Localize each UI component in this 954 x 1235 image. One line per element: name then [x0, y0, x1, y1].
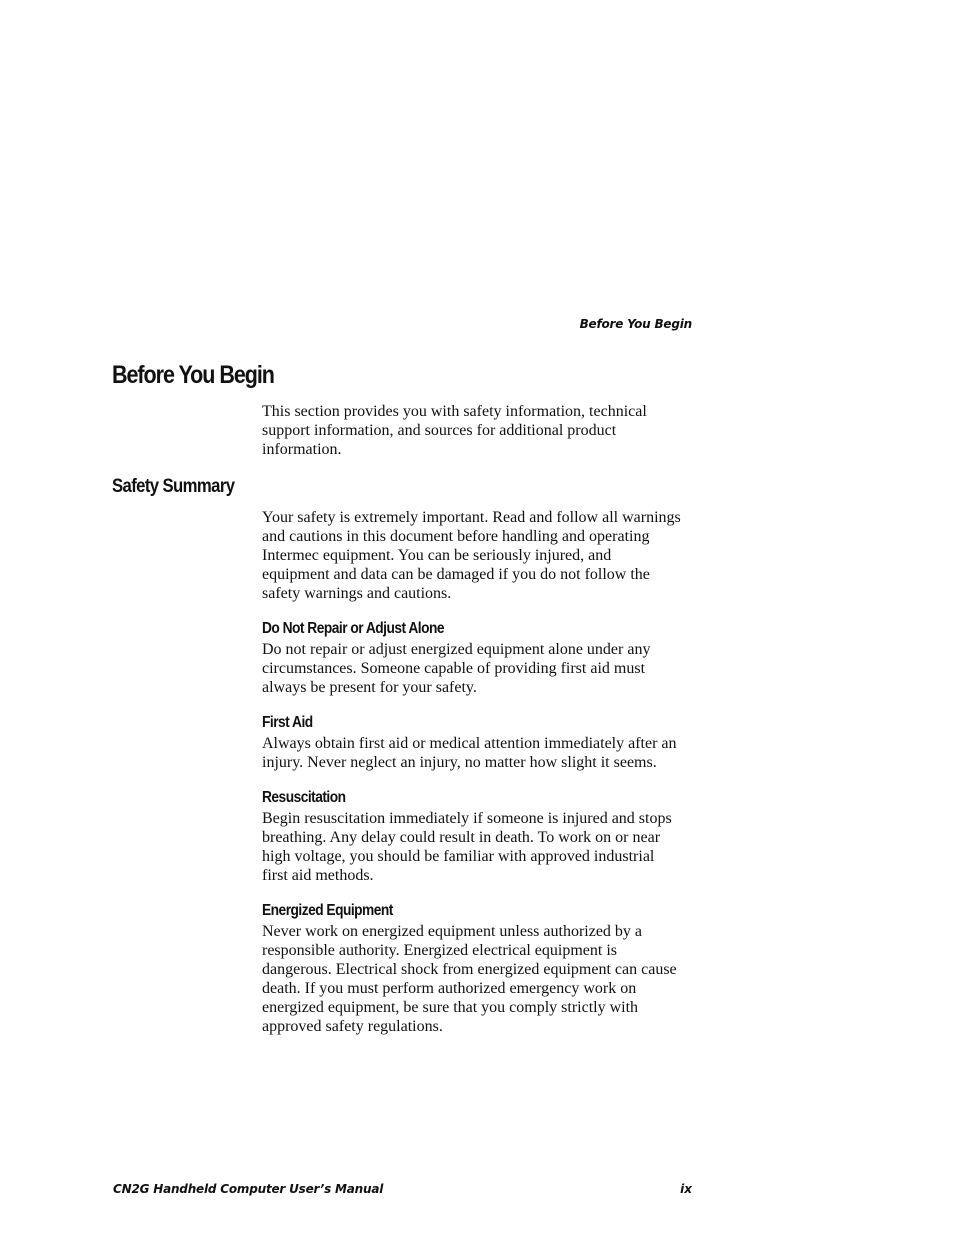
paragraph-energized-equipment: Never work on energized equipment unless authorized by a responsible authority. Energized electrical equipment is dangerous. Electrical shock from energized equipment can cause death. If you must perform authorized emergency work on energized equipment, be sure that you comply strictly with approved safety regulations. [262, 923, 677, 1035]
footer-manual-title: CN2G Handheld Computer User’s Manual [113, 1182, 384, 1196]
paragraph-first-aid: Always obtain first aid or medical attention immediately after an injury. Never neglect an injury, no matter how slight it seems. [262, 735, 677, 771]
safety-summary-paragraph: Your safety is extremely important. Read and follow all warnings and cautions in this document before handling and operating Intermec equipment. You can be seriously injured, and equipment and data can be damaged if you do not follow the safety warnings and cautions. [262, 509, 681, 602]
paragraph-resuscitation: Begin resuscitation immediately if someone is injured and stops breathing. Any delay could result in death. To work on or near high voltage, you should be familiar with approved industrial first aid methods. [262, 810, 672, 884]
subheading-energized-equipment: Energized Equipment [262, 902, 393, 919]
page-title: Before You Begin [112, 361, 274, 389]
running-header: Before You Begin [579, 317, 692, 331]
footer-page-number: ix [680, 1182, 692, 1196]
section-heading-safety-summary: Safety Summary [112, 476, 235, 497]
intro-paragraph: This section provides you with safety information, technical support information, and sources for additional product information. [262, 403, 647, 458]
paragraph-do-not-repair: Do not repair or adjust energized equipment alone under any circumstances. Someone capable of providing first aid must always be present for your safety. [262, 641, 651, 696]
subheading-resuscitation: Resuscitation [262, 789, 346, 806]
subheading-do-not-repair: Do Not Repair or Adjust Alone [262, 620, 445, 637]
subheading-first-aid: First Aid [262, 714, 313, 731]
